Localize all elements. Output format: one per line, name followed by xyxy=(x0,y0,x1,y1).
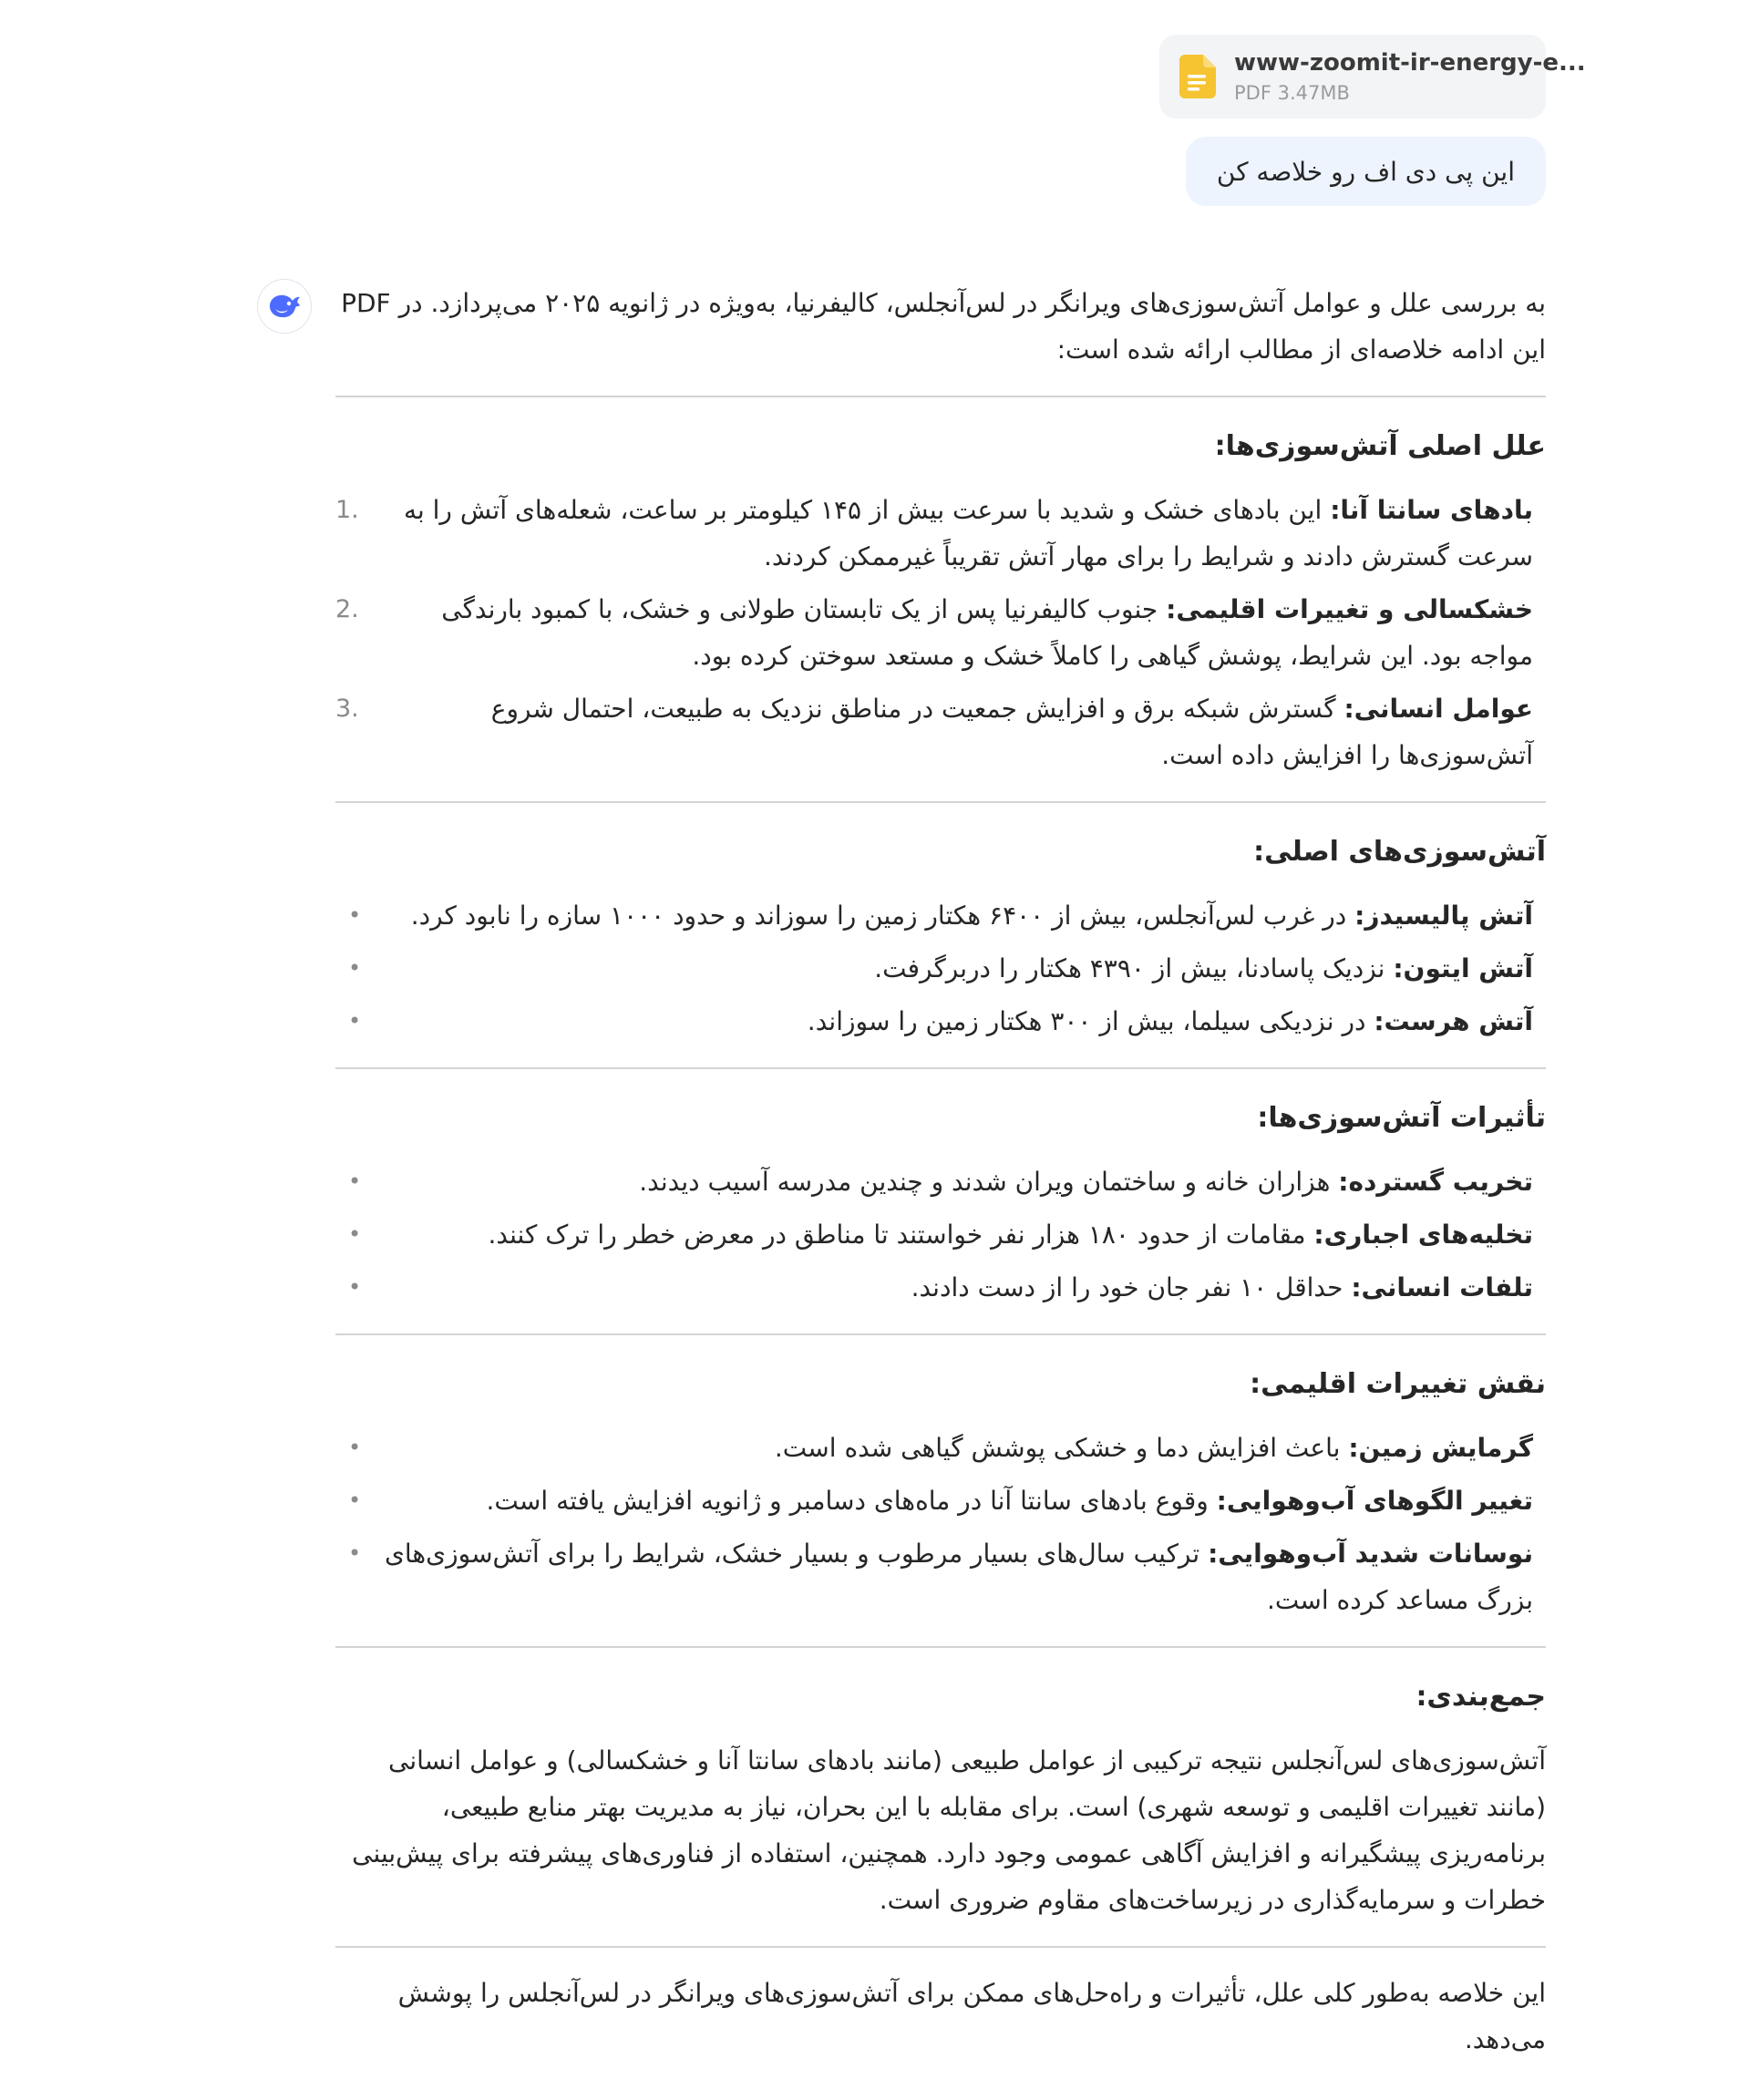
divider xyxy=(335,396,1546,397)
bullet: • xyxy=(348,1435,362,1460)
item-text: این بادهای خشک و شدید با سرعت بیش از ۱۴۵ کیلومتر بر ساعت، شعله‌های آتش را به سرعت گسترش دادند و شرایط را برای مهار آتش تقریباً غیرممکن کردند. xyxy=(403,495,1533,571)
item-title: عوامل انسانی: xyxy=(1343,694,1533,724)
divider xyxy=(335,1646,1546,1648)
item-title: گرمایش زمین: xyxy=(1348,1433,1533,1463)
list-item xyxy=(335,487,1546,580)
document-file-icon xyxy=(1179,55,1216,98)
item-text: وقوع بادهای سانتا آنا در ماه‌های دسامبر و ژانویه افزایش یافته است. xyxy=(486,1486,1217,1516)
item-text: در غرب لس‌آنجلس، بیش از ۶۴۰۰ هکتار زمین را سوزاند و حدود ۱۰۰۰ سازه را نابود کرد. xyxy=(410,901,1355,931)
whale-logo-icon xyxy=(266,288,303,324)
section-heading-impacts: تأثیرات آتش‌سوزی‌ها: xyxy=(1257,1102,1546,1134)
item-title: تخریب گسترده: xyxy=(1338,1167,1533,1197)
bullet: • xyxy=(348,1168,362,1194)
attachment-file-size: PDF 3.47MB xyxy=(1234,82,1350,104)
climate-list xyxy=(335,1425,1546,1623)
list-item xyxy=(335,1477,1546,1524)
item-title: تغییر الگوهای آب‌وهوایی: xyxy=(1216,1486,1533,1516)
list-number: 2. xyxy=(335,595,359,623)
item-text: هزاران خانه و ساختمان ویران شدند و چندین مدرسه آسیب دیدند. xyxy=(639,1167,1339,1197)
bullet: • xyxy=(348,1221,362,1247)
fires-list xyxy=(335,892,1546,1045)
item-text: مقامات از حدود ۱۸۰ هزار نفر خواستند تا مناطق در معرض خطر را ترک کنند. xyxy=(488,1220,1314,1250)
item-title: آتش پالیسیدز: xyxy=(1354,901,1533,931)
item-title: آتش هرست: xyxy=(1374,1006,1533,1036)
list-item xyxy=(335,1211,1546,1258)
intro-paragraph: به بررسی علل و عوامل آتش‌سوزی‌های ویرانگر در لس‌آنجلس، کالیفرنیا، به‌ویژه در ژانویه ۲۰۲۵ می‌پردازد. در PDF این ادامه خلاصه‌ای از مطالب ارائه شده است: xyxy=(341,288,1546,365)
item-title: تلفات انسانی: xyxy=(1351,1272,1533,1302)
user-message-bubble xyxy=(1186,137,1546,206)
causes-list xyxy=(335,487,1546,778)
conclusion-paragraph: آتش‌سوزی‌های لس‌آنجلس نتیجه ترکیبی از عوامل طبیعی (مانند بادهای سانتا آنا و خشکسالی) و عوامل انسانی (مانند تغییرات اقلیمی و توسعه شهری) است. برای مقابله با این بحران، نیاز به مدیریت بهتر منابع طبیعی، برنامه‌ریزی پیشگیرانه و افزایش آگاهی عمومی وجود دارد. همچنین، استفاده از فناوری‌های پیشرفته برای پیش‌بینی خطرات و سرمایه‌گذاری در زیرساخت‌های مقاوم ضروری است. xyxy=(352,1745,1546,1915)
impacts-list xyxy=(335,1158,1546,1311)
bullet: • xyxy=(348,902,362,928)
item-text: گسترش شبکه برق و افزایش جمعیت در مناطق نزدیک به طبیعت، احتمال شروع آتش‌سوزی‌ها را افزایش داده است. xyxy=(490,694,1533,770)
list-item xyxy=(335,1425,1546,1471)
list-item xyxy=(335,1530,1546,1623)
list-item xyxy=(335,685,1546,778)
bullet: • xyxy=(348,955,362,981)
list-item xyxy=(335,1264,1546,1311)
list-item xyxy=(335,945,1546,992)
attachment-file-name: www-zoomit-ir-energy-e... xyxy=(1234,49,1586,77)
item-text: باعث افزایش دما و خشکی پوشش گیاهی شده است. xyxy=(774,1433,1349,1463)
attachment-card[interactable] xyxy=(1159,35,1586,118)
list-item xyxy=(335,586,1546,679)
list-item xyxy=(335,1158,1546,1205)
bullet: • xyxy=(348,1540,362,1566)
item-text: جنوب کالیفرنیا پس از یک تابستان طولانی و خشک، با کمبود بارندگی مواجه بود. این شرایط، پوشش گیاهی را کاملاً خشک و مستعد سوختن کرده بود. xyxy=(441,594,1533,671)
section-heading-climate: نقش تغییرات اقلیمی: xyxy=(1250,1368,1546,1400)
section-heading-causes: علل اصلی آتش‌سوزی‌ها: xyxy=(1214,430,1546,462)
assistant-avatar xyxy=(257,279,312,334)
bullet: • xyxy=(348,1488,362,1513)
item-title: بادهای سانتا آنا: xyxy=(1330,495,1533,525)
closing-paragraph: این خلاصه به‌طور کلی علل، تأثیرات و راه‌حل‌های ممکن برای آتش‌سوزی‌های ویرانگر در لس‌آنجلس را پوشش می‌دهد. xyxy=(397,1978,1546,2054)
divider xyxy=(335,1067,1546,1069)
list-number: 3. xyxy=(335,695,359,723)
section-heading-fires: آتش‌سوزی‌های اصلی: xyxy=(1253,836,1546,868)
item-title: آتش ایتون: xyxy=(1393,953,1533,983)
bullet: • xyxy=(348,1274,362,1300)
item-text: حداقل ۱۰ نفر جان خود را از دست دادند. xyxy=(911,1272,1352,1302)
bullet: • xyxy=(348,1008,362,1034)
item-text: ترکیب سال‌های بسیار مرطوب و بسیار خشک، شرایط را برای آتش‌سوزی‌های بزرگ مساعد کرده است. xyxy=(384,1539,1533,1615)
item-title: نوسانات شدید آب‌وهوایی: xyxy=(1208,1539,1533,1569)
item-title: تخلیه‌های اجباری: xyxy=(1313,1220,1533,1250)
divider xyxy=(335,1946,1546,1948)
list-item xyxy=(335,998,1546,1045)
item-text: در نزدیکی سیلما، بیش از ۳۰۰ هکتار زمین را سوزاند. xyxy=(807,1006,1374,1036)
user-message-text: این پی دی اف رو خلاصه کن xyxy=(1216,156,1515,187)
item-title: خشکسالی و تغییرات اقلیمی: xyxy=(1166,594,1533,624)
divider xyxy=(335,1333,1546,1335)
list-number: 1. xyxy=(335,496,359,524)
assistant-response xyxy=(335,280,1546,2063)
item-text: نزدیک پاسادنا، بیش از ۴۳۹۰ هکتار را دربرگرفت. xyxy=(874,953,1394,983)
section-heading-conclusion: جمع‌بندی: xyxy=(1415,1681,1546,1713)
divider xyxy=(335,801,1546,803)
list-item xyxy=(335,892,1546,939)
